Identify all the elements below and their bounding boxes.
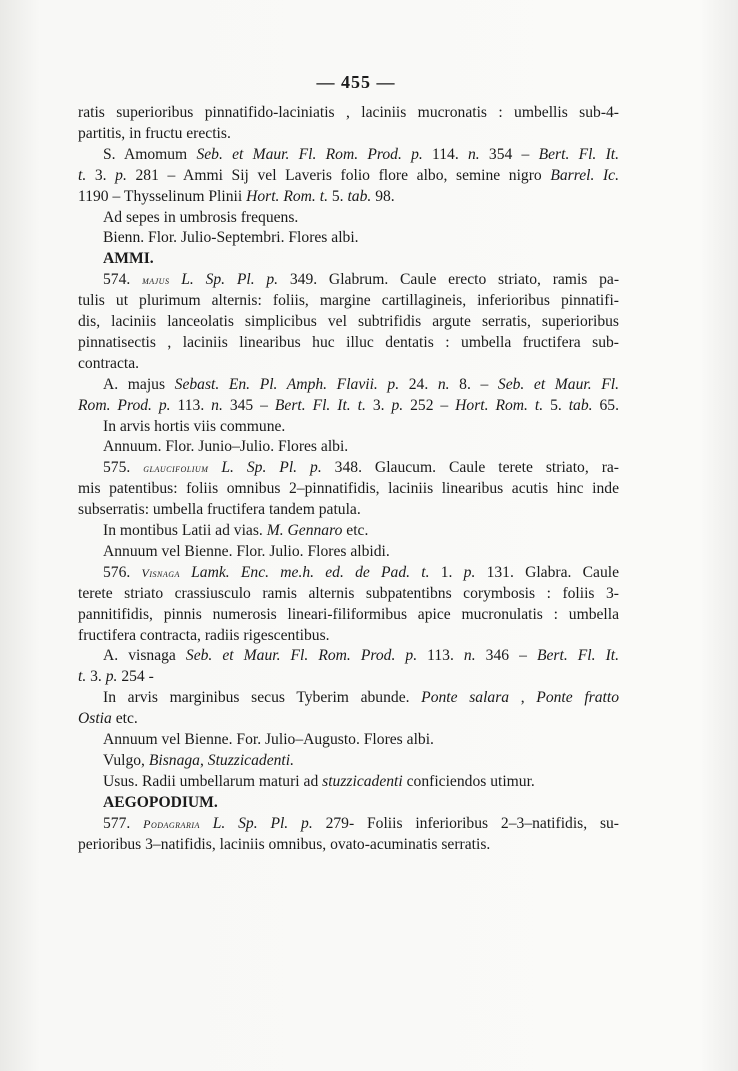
citation-text: Seb. et Maur. Fl. Rom. Prod. p. — [185, 647, 418, 665]
text-line — [103, 521, 619, 541]
text-segment: tulis ut plurimum alternis: foliis, margine cartillagineis, inferioribus pinnatifi- — [78, 292, 619, 310]
citation-text: Bisnaga — [148, 751, 200, 769]
text-line — [103, 208, 619, 228]
text-segment: 98. — [371, 187, 395, 205]
citation-text: Seb. et Maur. Fl. Rom. Prod. p. — [196, 145, 423, 163]
text-line — [103, 145, 619, 165]
citation-text: Lamk. Enc. me.h. ed. de Pad. t. — [179, 563, 430, 581]
text-segment: Bienn. Flor. Julio-Septembri. Flores albi. — [103, 229, 359, 247]
text-segment: Usus. Radii umbellarum maturi ad — [103, 772, 323, 790]
text-segment: A. majus — [103, 375, 175, 393]
text-segment: 3. — [86, 166, 116, 184]
citation-text: stuzzicadenti — [322, 772, 403, 790]
citation-text: Seb. et Maur. Fl. — [497, 375, 619, 393]
text-line — [78, 709, 619, 729]
species-name: Visnaga — [141, 565, 180, 580]
page-number: — 455 — — [316, 72, 396, 92]
text-segment: AEGOPODIUM. — [103, 793, 218, 811]
text-segment: A. visnaga — [103, 647, 186, 665]
text-segment: 577. — [103, 814, 144, 832]
text-segment: Annuum vel Bienne. Flor. Julio. Flores albidi. — [103, 542, 390, 560]
text-line — [78, 667, 619, 687]
text-segment: partitis, in fructu erectis. — [78, 124, 231, 142]
text-segment: Ad sepes in umbrosis frequens. — [103, 208, 299, 226]
text-line — [103, 375, 619, 395]
text-segment: 574. — [103, 271, 143, 289]
text-line — [78, 291, 619, 311]
text-line — [78, 605, 619, 625]
text-segment: 24. — [399, 375, 438, 393]
text-segment: Vulgo, — [103, 751, 149, 769]
text-segment: 281 – Ammi Sij vel Laveris folio flore albo, semine nigro — [126, 166, 551, 184]
text-segment: 346 – — [475, 647, 537, 665]
text-line — [78, 500, 619, 520]
citation-text: p. — [391, 396, 404, 414]
text-segment: pannitifidis, pinnis numerosis lineari-filiformibus apice mucronulatis : umbella — [78, 605, 619, 623]
text-line — [78, 835, 619, 855]
text-segment: contracta. — [78, 354, 140, 372]
text-segment: 254 - — [117, 668, 154, 686]
species-name: glaucifolium — [143, 461, 209, 476]
citation-text: t. — [78, 166, 87, 184]
text-segment: 3. — [86, 668, 106, 686]
text-line — [103, 270, 619, 290]
text-line — [78, 333, 619, 353]
citation-text: n. — [463, 647, 476, 665]
citation-text: tab. — [568, 396, 593, 414]
text-line — [103, 437, 619, 457]
citation-text: t. — [78, 668, 87, 686]
text-segment: subserratis: umbella fructifera tandem patula. — [78, 501, 361, 519]
citation-text: L. Sp. Pl. p. — [208, 459, 322, 477]
text-segment: 252 – — [403, 396, 456, 414]
text-segment: 575. — [103, 459, 144, 477]
text-segment: etc. — [111, 710, 138, 728]
citation-text: L. Sp. Pl. p. — [199, 814, 313, 832]
text-line — [78, 396, 619, 416]
citation-text: Ostia — [78, 710, 112, 728]
text-line — [103, 730, 619, 750]
text-line — [103, 772, 619, 792]
text-segment: 354 – — [479, 145, 539, 163]
citation-text: Bert. Fl. It. — [536, 647, 619, 665]
text-segment: dis, laciniis lanceolatis simplicibus vel subtrifidis argute serratis, superioribus — [78, 313, 619, 330]
text-segment: 345 – — [222, 396, 275, 414]
text-line — [103, 417, 619, 437]
citation-text: Ponte fratto — [536, 689, 619, 707]
text-line — [103, 249, 619, 269]
text-line — [103, 563, 619, 583]
text-segment: 65. — [592, 396, 619, 414]
text-segment: 131. Glabra. Caule — [475, 563, 620, 581]
text-line — [103, 542, 619, 562]
text-segment: 1. — [429, 563, 464, 581]
citation-text: Bert. Fl. It. t. — [274, 396, 366, 414]
text-segment: 113. — [170, 396, 212, 414]
text-line — [78, 479, 619, 499]
text-segment: mis patentibus: foliis omnibus 2–pinnatifidis, laciniis linearibus acutis hinc inde — [78, 480, 619, 498]
text-line — [103, 793, 619, 813]
text-segment: ratis superioribus pinnatifido-laciniatis , laciniis mucronatis : umbellis sub-4- — [78, 104, 619, 121]
text-segment: 5. — [543, 396, 569, 414]
text-segment: pinnatisectis , laciniis linearibus huc illuc dentatis : umbella fructifera sub- — [78, 333, 619, 351]
citation-text: p. — [115, 166, 127, 184]
text-segment: In arvis hortis viis commune. — [103, 417, 286, 435]
citation-text: Ponte salara — [421, 689, 510, 707]
citation-text: Hort. Rom. t. — [455, 396, 544, 414]
species-name: majus — [142, 273, 170, 288]
text-segment: In arvis marginibus secus Tyberim abunde. — [103, 689, 422, 707]
text-segment: AMMI. — [103, 250, 154, 268]
citation-text: L. Sp. Pl. p. — [169, 271, 279, 289]
text-segment: etc. — [342, 522, 369, 539]
text-line — [103, 688, 619, 708]
citation-text: tab. — [347, 187, 372, 205]
text-line — [103, 814, 619, 834]
text-segment: 348. Glaucum. Caule terete striato, ra- — [321, 459, 619, 477]
text-segment: terete striato crassiusculo ramis alternis subpatentibns corymbosis : foliis 3- — [78, 584, 619, 602]
text-segment: , — [509, 689, 537, 707]
citation-text: n. — [467, 145, 480, 163]
citation-text: Stuzzicadenti. — [207, 751, 294, 769]
citation-text: n. — [437, 375, 450, 393]
text-segment: 576. — [103, 563, 142, 581]
text-segment: 1190 – Thysselinum Plinii — [78, 187, 247, 205]
text-line — [78, 166, 619, 186]
text-segment: 349. Glabrum. Caule erecto striato, ramis pa- — [278, 271, 620, 289]
citation-text: p. — [105, 668, 118, 686]
text-segment: 113. — [417, 647, 464, 665]
text-line — [78, 354, 619, 374]
text-line — [78, 626, 619, 646]
text-segment: S. Amomum — [103, 145, 197, 163]
text-line — [103, 228, 619, 248]
text-segment: 8. – — [449, 375, 498, 393]
text-segment: Annuum. Flor. Junio–Julio. Flores albi. — [103, 438, 349, 456]
citation-text: Rom. Prod. p. — [78, 396, 171, 414]
citation-text: Hort. Rom. t. — [246, 187, 328, 205]
citation-text: Barrel. Ic. — [550, 166, 619, 184]
citation-text: n. — [211, 396, 223, 414]
citation-text: Bert. Fl. It. — [538, 145, 619, 163]
text-segment: Annuum vel Bienne. For. Julio–Augusto. Flores albi. — [103, 731, 434, 748]
text-line — [103, 458, 619, 478]
text-line — [78, 103, 619, 123]
text-segment: fructifera contracta, radiis rigescentibus. — [78, 626, 330, 644]
citation-text: p. — [463, 563, 476, 581]
text-segment: In montibus Latii ad vias. — [103, 522, 267, 539]
text-segment: , — [199, 751, 208, 769]
text-segment: 279- Foliis inferioribus 2–3–natifidis, su- — [312, 814, 620, 832]
text-line — [103, 751, 619, 771]
text-line — [103, 646, 619, 666]
species-name: Podagraria — [143, 816, 200, 831]
text-segment: 114. — [422, 145, 468, 163]
text-line — [78, 187, 619, 207]
text-line — [78, 124, 619, 144]
text-segment: 3. — [365, 396, 392, 414]
citation-text: Sebast. En. Pl. Amph. Flavii. p. — [174, 375, 400, 393]
text-line — [78, 312, 619, 332]
citation-text: M. Gennaro — [266, 522, 343, 539]
text-segment: 5. — [327, 187, 348, 205]
text-segment: perioribus 3–natifidis, laciniis omnibus, ovato-acuminatis serratis. — [78, 835, 491, 853]
text-segment: conficiendos utimur. — [402, 772, 535, 790]
text-line — [78, 584, 619, 604]
